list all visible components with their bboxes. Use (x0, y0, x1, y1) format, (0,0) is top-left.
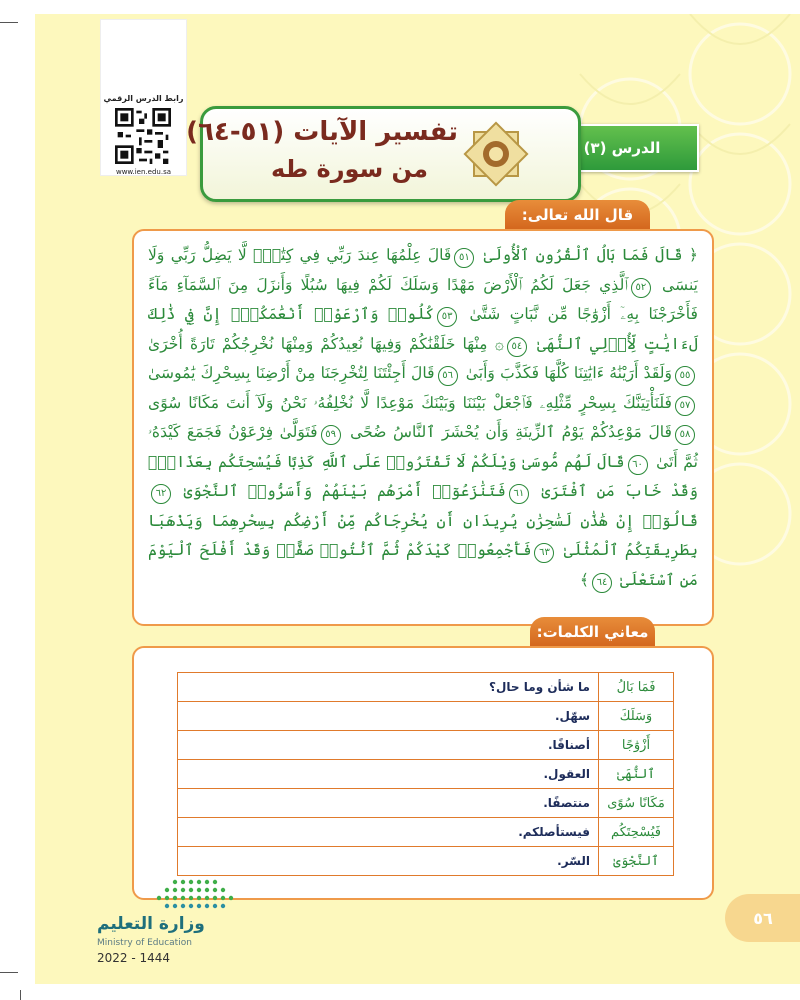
ayah-number-marker: ٥٦ (438, 366, 458, 386)
verse-text: فَتَنَٰزَعُوٓا۟ أَمْرَهُم بَيْنَهُمْ وَأَسَرُّوا۟ ٱلنَّجْوَىٰ (174, 482, 506, 500)
lesson-title: تفسير الآيات (٥١-٦٤) (186, 117, 458, 147)
verse-text: فَلَنَأْتِيَنَّكَ بِسِحْرٍ مِّثْلِهِۦ فَٱجْعَلْ بَيْنَنَا وَبَيْنَكَ مَوْعِدًا لَّا نُخْلِفُهُۥ نَحْنُ وَلَآ أَنتَ مَكَانًا سُوًى (148, 393, 672, 412)
verse-text: فَتَوَلَّىٰ فِرْعَوْنُ فَجَمَعَ كَيْدَهُۥ ثُمَّ أَتَىٰ (148, 423, 698, 471)
ayah-number-marker: ٦٠ (628, 455, 648, 475)
lesson-subtitle: من سورة طه (271, 155, 428, 183)
islamic-star-ornament-icon (461, 119, 531, 189)
ayah-number-marker: ٥٨ (675, 425, 695, 445)
ayah-number-marker: ٥٥ (675, 366, 695, 386)
verse-text: وَلَقَدْ أَرَيْنَٰهُ ءَايَٰتِنَا كُلَّهَا فَكَذَّبَ وَأَبَىٰ (460, 364, 672, 382)
verse-text: ٱلَّذِي جَعَلَ لَكُمُ ٱلْأَرْضَ مَهْدًا وَسَلَكَ لَكُمْ فِيهَا سُبُلًا وَأَنزَلَ مِنَ ٱلسَّمَآءِ مَآءً فَأَخْرَجْنَا بِهِۦٓ أَزْوَٰجًا مِّن نَّبَاتٍ شَتَّىٰ (148, 275, 698, 323)
verse-text: قَالَ عِلْمُهَا عِندَ رَبِّي فِي كِتَٰبٍۖ لَّا يَضِلُّ رَبِّي وَلَا يَنسَى (148, 246, 698, 294)
ayah-number-marker: ٥٩ (321, 425, 341, 445)
table-row (178, 731, 674, 760)
ayah-number-marker: ٥٢ (631, 278, 651, 298)
page-number: ٥٦ (725, 894, 800, 942)
table-row (178, 673, 674, 702)
verse-text: كُلُوا۟ وَٱرْعَوْا۟ أَنْعَٰمَكُمْۗ إِنَّ فِي ذَٰلِكَ لَءَايَٰتٍ لِّأُو۟لِي ٱلنُّهَىٰ (148, 305, 698, 353)
verse-text: ﴾ (579, 570, 589, 589)
word-cell: وَسَلَكَ (599, 702, 674, 731)
word-cell: فَمَا بَالُ (599, 673, 674, 702)
word-meanings-box (132, 646, 714, 900)
meaning-cell: ما شأن وما حال؟ (178, 673, 599, 702)
word-meanings-table (177, 672, 674, 876)
quran-verses-box (132, 229, 714, 626)
verse-text: ﴿ قَالَ فَمَا بَالُ ٱلْقُرُونِ ٱلْأُولَىٰ (477, 246, 698, 264)
word-cell: فَيُسْحِتَكُم (599, 818, 674, 847)
meaning-cell: السّر. (178, 847, 599, 876)
lesson-title-box (186, 106, 581, 202)
quran-section-heading: قال الله تعالى: (505, 200, 650, 230)
ayah-number-marker: ٦٢ (151, 484, 171, 504)
ayah-number-marker: ٦١ (509, 484, 529, 504)
verse-text: قَالُوٓا۟ إِنْ هَٰذَٰنِ لَسَٰحِرَٰنِ يُرِيدَانِ أَن يُخْرِجَاكُم مِّنْ أَرْضِكُم بِسِحْرِهِمَا وَيَذْهَبَا بِطَرِيقَتِكُمُ ٱلْمُثْلَىٰ (148, 511, 698, 559)
crop-mark (20, 990, 21, 1000)
qr-card[interactable] (100, 19, 187, 176)
ministry-name-english: Ministry of Education (97, 938, 192, 948)
qr-url[interactable]: www.ien.edu.sa (115, 168, 172, 176)
ayah-number-marker: ٥١ (454, 248, 474, 268)
meaning-cell: منتصفًا. (178, 789, 599, 818)
verse-text: قَالَ لَهُم مُّوسَىٰ وَيْلَكُمْ لَا تَفْتَرُوا۟ عَلَى ٱللَّهِ كَذِبًا فَيُسْحِتَكُم بِعَذَابٍۖ وَقَدْ خَابَ مَنِ ٱفْتَرَىٰ (148, 452, 698, 500)
crop-mark (0, 22, 18, 23)
meaning-cell: أصنافًا. (178, 731, 599, 760)
table-row (178, 818, 674, 847)
table-row (178, 789, 674, 818)
meaning-cell: العقول. (178, 760, 599, 789)
ministry-logo-dots-icon (95, 876, 255, 916)
edition-year: 2022 - 1444 (97, 951, 171, 965)
table-row (178, 847, 674, 876)
words-section-heading: معاني الكلمات: (530, 617, 655, 647)
textbook-page (35, 14, 800, 984)
word-cell: مَكَانًا سُوًى (599, 789, 674, 818)
crop-mark (0, 972, 18, 973)
verse-text: قَالَ أَجِئْتَنَا لِتُخْرِجَنَا مِنْ أَرْضِنَا بِسِحْرِكَ يَٰمُوسَىٰ (148, 364, 435, 382)
meaning-cell: سهّل. (178, 702, 599, 731)
ayah-number-marker: ٦٤ (592, 573, 612, 593)
qr-label: رابط الدرس الرقمي (103, 94, 184, 103)
ayah-number-marker: ٥٤ (507, 337, 527, 357)
table-row (178, 760, 674, 789)
lesson-number-badge: الدرس (٣) (545, 124, 699, 172)
verse-text: ۞ مِنْهَا خَلَقْنَٰكُمْ وَفِيهَا نُعِيدُكُمْ وَمِنْهَا نُخْرِجُكُمْ تَارَةً أُخْرَىٰ (148, 334, 504, 353)
verse-text: فَأَجْمِعُوا۟ كَيْدَكُمْ ثُمَّ ٱئْتُوا۟ صَفًّاۚ وَقَدْ أَفْلَحَ ٱلْيَوْمَ مَنِ ٱسْتَعْلَىٰ (148, 541, 698, 589)
ayah-number-marker: ٥٣ (437, 307, 457, 327)
word-cell: ٱلنَّجْوَىٰ (599, 847, 674, 876)
verse-text: قَالَ مَوْعِدُكُمْ يَوْمُ ٱلزِّينَةِ وَأَن يُحْشَرَ ٱلنَّاسُ ضُحًى (343, 423, 672, 441)
table-row (178, 702, 674, 731)
word-cell: أَزْوَٰجًا (599, 731, 674, 760)
word-cell: ٱلنُّهَىٰ (599, 760, 674, 789)
meaning-cell: فيستأصلكم. (178, 818, 599, 847)
ministry-name-arabic: وزارة التعليم (97, 914, 205, 934)
ayah-number-marker: ٦٣ (534, 543, 554, 563)
qr-code[interactable] (115, 108, 171, 164)
ayah-number-marker: ٥٧ (675, 396, 695, 416)
quran-verses-text (148, 241, 698, 614)
